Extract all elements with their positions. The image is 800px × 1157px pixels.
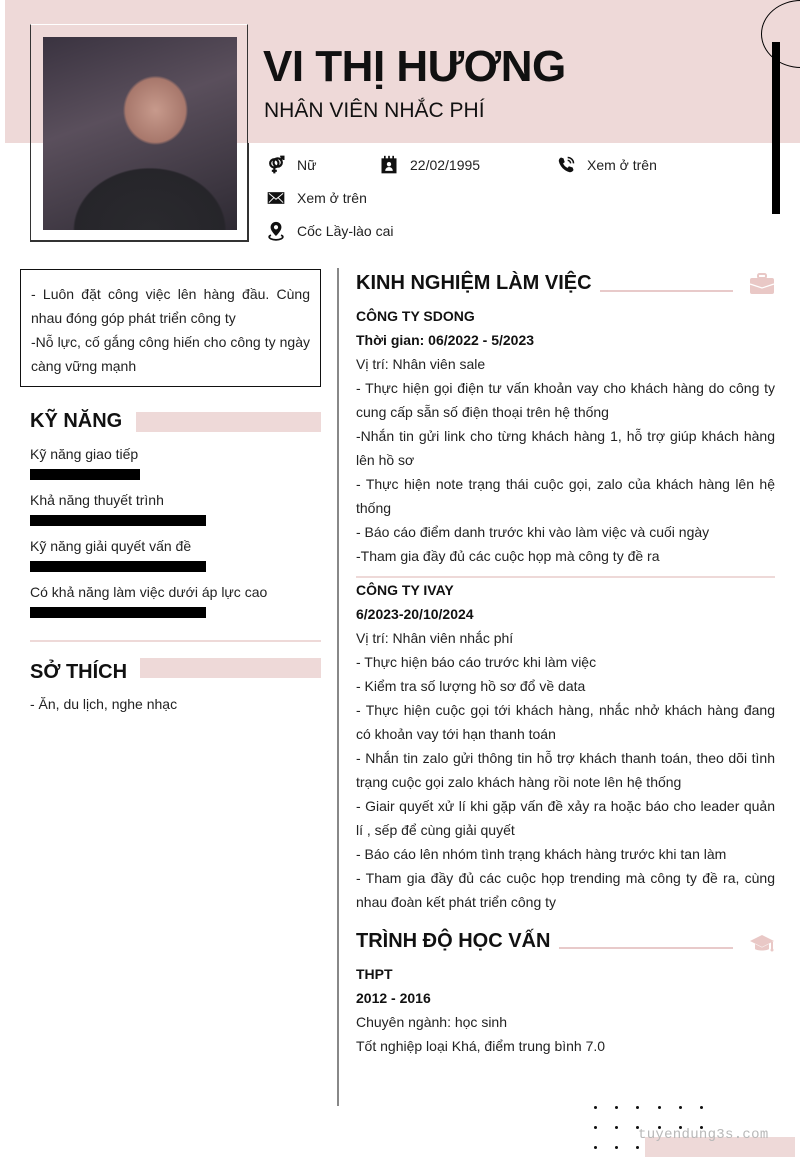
skill-label: Kỹ năng giao tiếp <box>30 446 139 462</box>
job-duty: - Thực hiện note trạng thái cuộc gọi, zalo của khách hàng lên hệ thống <box>356 476 775 516</box>
skill-label: Kỹ năng giải quyết vấn đề <box>30 538 192 554</box>
phone-value: Xem ở trên <box>587 157 657 173</box>
job-duty: - Giair quyết xử lí khi gặp vấn đề xảy ra hoặc báo cho leader quản lí , sếp để cùng giải quyết <box>356 798 775 838</box>
phone-icon <box>555 154 577 176</box>
job-position: Vị trí: Nhân viên nhắc phí <box>356 630 514 646</box>
contact-address <box>265 220 394 242</box>
location-pin-icon <box>265 220 287 242</box>
address-value: Cốc Lầy-lào cai <box>297 223 394 239</box>
candidate-name: VI THỊ HƯƠNG <box>263 42 566 91</box>
job-duty: - Thực hiện gọi điện tư vấn khoản vay cho khách hàng do công ty cung cấp sẵn số điện thoại trên hệ thống <box>356 380 775 420</box>
email-value: Xem ở trên <box>297 190 367 206</box>
job-duty: -Nhắn tin gửi link cho từng khách hàng 1, hỗ trợ giúp khách hàng lên hồ sơ <box>356 428 775 468</box>
experience-title-line <box>600 290 733 292</box>
skill-bar <box>30 561 206 572</box>
calendar-icon <box>378 154 400 176</box>
job-duty: - Nhắn tin zalo gửi thông tin hỗ trợ khách thanh toán, theo dõi tình trạng cuộc gọi zalo khách hàng rồi note lên hệ thống <box>356 750 775 790</box>
job-duty: - Kiểm tra số lượng hồ sơ đổ về data <box>356 678 586 694</box>
job-period: 6/2023-20/10/2024 <box>356 606 474 622</box>
education-title: TRÌNH ĐỘ HỌC VẤN <box>356 930 551 952</box>
skill-bar <box>30 515 206 526</box>
job-duty: - Báo cáo điểm danh trước khi vào làm việc và cuối ngày <box>356 524 710 540</box>
education-school: THPT <box>356 966 393 982</box>
hobbies-title: SỞ THÍCH <box>30 661 128 683</box>
skill-bar <box>30 607 206 618</box>
education-result: Tốt nghiệp loại Khá, điểm trung bình 7.0 <box>356 1038 606 1054</box>
watermark: tuyendung3s.com <box>638 1127 769 1143</box>
contact-email <box>265 187 367 209</box>
skill-label: Khả năng thuyết trình <box>30 492 164 508</box>
skills-title: KỸ NĂNG <box>30 410 123 432</box>
decorative-bar <box>772 42 780 214</box>
experience-title: KINH NGHIỆM LÀM VIỆC <box>356 272 592 294</box>
summary-line: -Nỗ lực, cố gắng công hiến cho công ty ngày càng vững mạnh <box>31 334 310 374</box>
job-company: CÔNG TY IVAY <box>356 582 454 598</box>
graduation-cap-icon <box>749 932 775 954</box>
education-major: Chuyên ngành: học sinh <box>356 1014 507 1030</box>
birthday-value: 22/02/1995 <box>410 157 481 173</box>
job-duty: -Tham gia đầy đủ các cuộc họp mà công ty đề ra <box>356 548 660 564</box>
job-duty: - Tham gia đầy đủ các cuộc họp trending mà công ty đề ra, cùng nhau đoàn kết phát triển công ty <box>356 870 775 910</box>
skill-label: Có khả năng làm việc dưới áp lực cao <box>30 584 268 600</box>
job-duty: - Thực hiện cuộc gọi tới khách hàng, nhắc nhở khách hàng đang có khoản vay tới hạn thanh toán <box>356 702 775 742</box>
envelope-icon <box>265 187 287 209</box>
hobbies-text: - Ăn, du lịch, nghe nhạc <box>30 696 178 712</box>
gender-value: Nữ <box>297 157 317 173</box>
column-divider <box>337 268 339 1106</box>
job-company: CÔNG TY SDONG <box>356 308 475 324</box>
job-duty: - Báo cáo lên nhóm tình trạng khách hàng trước khi tan làm <box>356 846 727 862</box>
left-divider <box>30 640 321 642</box>
skills-title-accent <box>136 412 321 432</box>
summary-box <box>20 269 321 387</box>
education-period: 2012 - 2016 <box>356 990 431 1006</box>
job-period: Thời gian: 06/2022 - 5/2023 <box>356 332 535 348</box>
briefcase-icon <box>749 273 775 295</box>
job-position: Vị trí: Nhân viên sale <box>356 356 486 372</box>
contact-birthday <box>378 154 480 176</box>
photo-frame <box>30 24 248 241</box>
contact-gender <box>265 154 316 176</box>
education-title-line <box>559 947 733 949</box>
gender-icon <box>265 154 287 176</box>
job-duty: - Thực hiện báo cáo trước khi làm việc <box>356 654 597 670</box>
job-title: NHÂN VIÊN NHẮC PHÍ <box>264 99 485 122</box>
contact-phone <box>555 154 657 176</box>
summary-line: - Luôn đặt công việc lên hàng đầu. Cùng nhau đóng góp phát triển công ty <box>31 286 310 326</box>
skill-bar <box>30 469 140 480</box>
hobbies-title-accent <box>140 658 321 678</box>
profile-photo <box>43 37 237 230</box>
